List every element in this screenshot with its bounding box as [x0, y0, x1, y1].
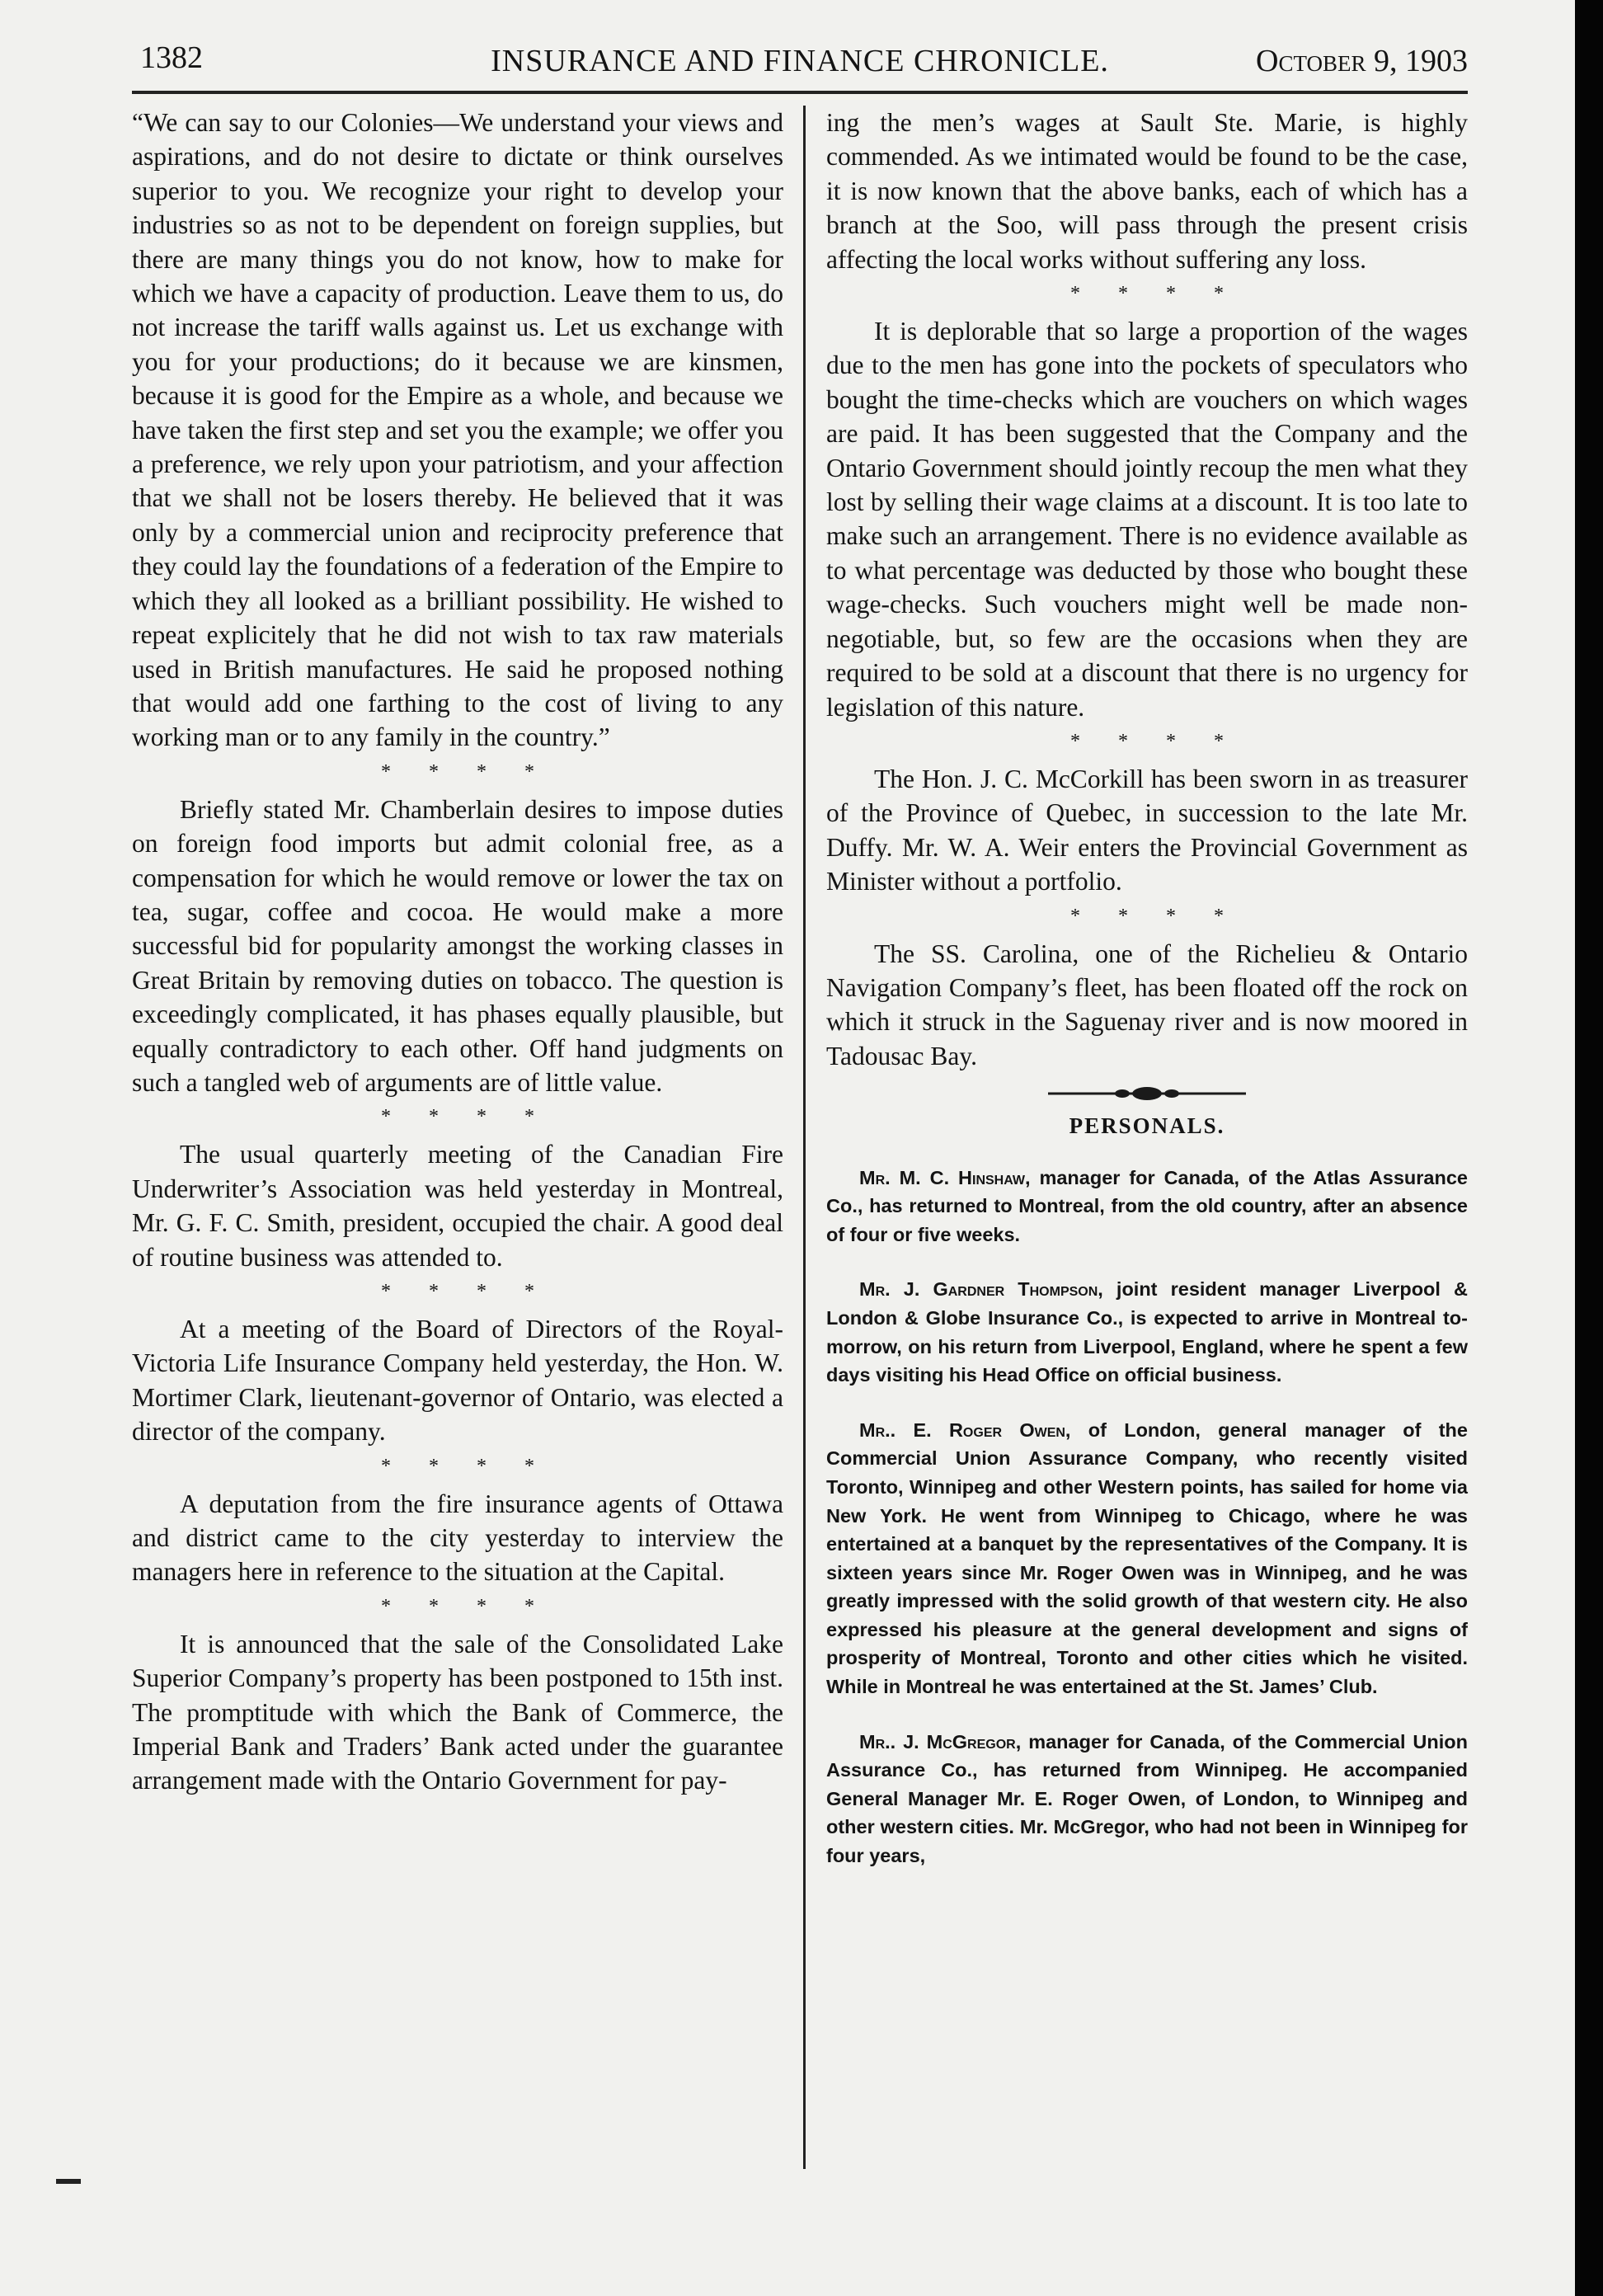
right-column [826, 106, 1468, 1897]
article-paragraph: The SS. Carolina, one of the Richelieu & Ontario Navigation Company’s fleet, has been floated off the rock on which it struck in the Saguenay river and is now moored in Tadousac Bay. [826, 939, 1468, 1070]
personal-name: Mr. J. Gardner Thompson, [859, 1278, 1103, 1301]
personal-name: Mr.. J. McGregor, [859, 1730, 1022, 1753]
scan-border [1575, 0, 1603, 2296]
running-title: INSURANCE AND FINANCE CHRONICLE. [491, 44, 1109, 78]
section-separator: * * * * [381, 1595, 551, 1617]
personal-text: joint resident manager Liverpool & London & Globe Insurance Co., is expected to arrive in Montreal to-morrow, on his return from Liverpool, England, where he spent a few days visiting his Head Office on official business. [826, 1278, 1468, 1386]
personal-entry [826, 1275, 1468, 1389]
personal-text: manager for Canada, of the Commercial Union Assurance Co., has returned from Winnipeg. He accompanied General Manager Mr. E. Roger Owen, of London, to Winnipeg and other western cities. Mr. McGregor, who had not been in Winnipeg for four years, [826, 1730, 1468, 1867]
article-paragraph: Briefly stated Mr. Chamberlain desires to impose duties on foreign food imports but admit colonial free, as a compensation for which he would remove or lower the tax on tea, sugar, coffee and cocoa. He would make a more successful bid for popularity amongst the working classes in Great Britain by removing duties on tobacco. The question is exceedingly complicated, it has phases equally plausible, but equally contradictory to each other. Off hand judgments on such a tangled web of arguments are of little value. [132, 794, 783, 1097]
section-separator: * * * * [1070, 905, 1240, 927]
article-paragraph: “We can say to our Colonies—We understand your views and aspirations, and do not desire to dictate or think ourselves superior to you. We recognize your right to develop your industries so as not to be dependent on foreign supplies, but there are many things you do not know, how to make for which we have a capacity of production. Leave them to us, do not increase the tariff walls against us. Let us exchange with you for your productions; do it because we are kinsmen, because it is good for the Empire as a whole, and because we have taken the first step and set you the example; we offer you a preference, we rely upon your patriotism, and your affection that we shall not be losers thereby. He believed that it was only by a commercial union and reciprocity preference that they could lay the foundations of a federation of the Empire to which they all looked as a brilliant possibility. He wished to repeat explicitely that he did not wish to tax raw materials used in British manufactures. He said he proposed nothing that would add one farthing to the cost of living to any working man or to any family in the country.” [132, 108, 783, 752]
personal-text: of London, general manager of the Commercial Union Assurance Company, who recently visited Toronto, Winnipeg and other Western points, has sailed for home via New York. He went from Winnipeg to Chicago, where he was entertained at a banquet by the representatives of the Company. It is sixteen years since Mr. Roger Owen was in Winnipeg, and he was greatly impressed with the solid growth of that western city. He also expressed his pleasure at the general development and signs of prosperity of Montreal, Toronto and other cities which he visited. While in Montreal he was entertained at the St. James’ Club. [826, 1419, 1468, 1698]
left-column [132, 106, 783, 1798]
personal-name: Mr. M. C. Hinshaw, [859, 1166, 1031, 1188]
personal-entry [826, 1416, 1468, 1701]
article-paragraph: At a meeting of the Board of Directors of the Royal-Victoria Life Insurance Company held yesterday, the Hon. W. Mortimer Clark, lieutenant-governor of Ontario, was elected a director of the company. [132, 1315, 783, 1447]
ornament-rule-icon [1048, 1084, 1246, 1103]
article-paragraph: It is announced that the sale of the Consolidated Lake Superior Company’s property has been postponed to 15th inst. The promptitude with which the Bank of Commerce, the Imperial Bank and Traders’ Bank acted under the guarantee arrangement made with the Ontario Government for pay- [132, 1629, 783, 1795]
column-divider [803, 106, 806, 2169]
section-separator: * * * * [1070, 283, 1240, 305]
section-separator: * * * * [381, 1455, 551, 1477]
personal-name: Mr.. E. Roger Owen, [859, 1419, 1071, 1441]
article-paragraph: It is deplorable that so large a proportion of the wages due to the men has gone into the pockets of speculators who bought the time-checks which are vouchers on which wages are paid. It has been suggested that the Company and the Ontario Government should jointly recoup the men what they lost by selling their wage claims at a discount. It is too late to make such an arrangement. There is no evidence available as to what percentage was deducted by those who bought these wage-checks. Such vouchers might well be made non-negotiable, but, so few are the occasions when they are required to be sold at a discount that there is no urgency for legislation of this nature. [826, 317, 1468, 722]
article-paragraph: A deputation from the fire insurance agents of Ottawa and district came to the city yesterday to interview the managers here in reference to the situation at the Capital. [132, 1489, 783, 1587]
scan-mark [56, 2179, 81, 2184]
section-separator: * * * * [381, 1281, 551, 1302]
article-paragraph: The Hon. J. C. McCorkill has been sworn in as treasurer of the Province of Quebec, in succession to the late Mr. Duffy. Mr. W. A. Weir enters the Provincial Government as Minister without a portfolio. [826, 764, 1468, 896]
personal-entry [826, 1164, 1468, 1249]
section-separator: * * * * [381, 1106, 551, 1128]
section-separator: * * * * [1070, 730, 1240, 752]
header-rule [132, 91, 1468, 94]
page-header [132, 40, 1468, 89]
personals-heading: PERSONALS. [1069, 1113, 1225, 1139]
page-number: 1382 [140, 40, 203, 75]
issue-date: October 9, 1903 [1256, 44, 1468, 78]
article-paragraph: ing the men’s wages at Sault Ste. Marie, is highly commended. As we intimated would be found to be the case, it is now known that the above banks, each of which has a branch at the Soo, will pass through the present crisis affecting the local works without suffering any loss. [826, 108, 1468, 274]
article-paragraph: The usual quarterly meeting of the Canadian Fire Underwriter’s Association was held yesterday in Montreal, Mr. G. F. C. Smith, president, occupied the chair. A good deal of routine business was attended to. [132, 1140, 783, 1272]
personal-entry [826, 1728, 1468, 1870]
section-separator: * * * * [381, 760, 551, 783]
personal-text: manager for Canada, of the Atlas Assurance Co., has returned to Montreal, from the old country, after an absence of four or five weeks. [826, 1166, 1468, 1245]
